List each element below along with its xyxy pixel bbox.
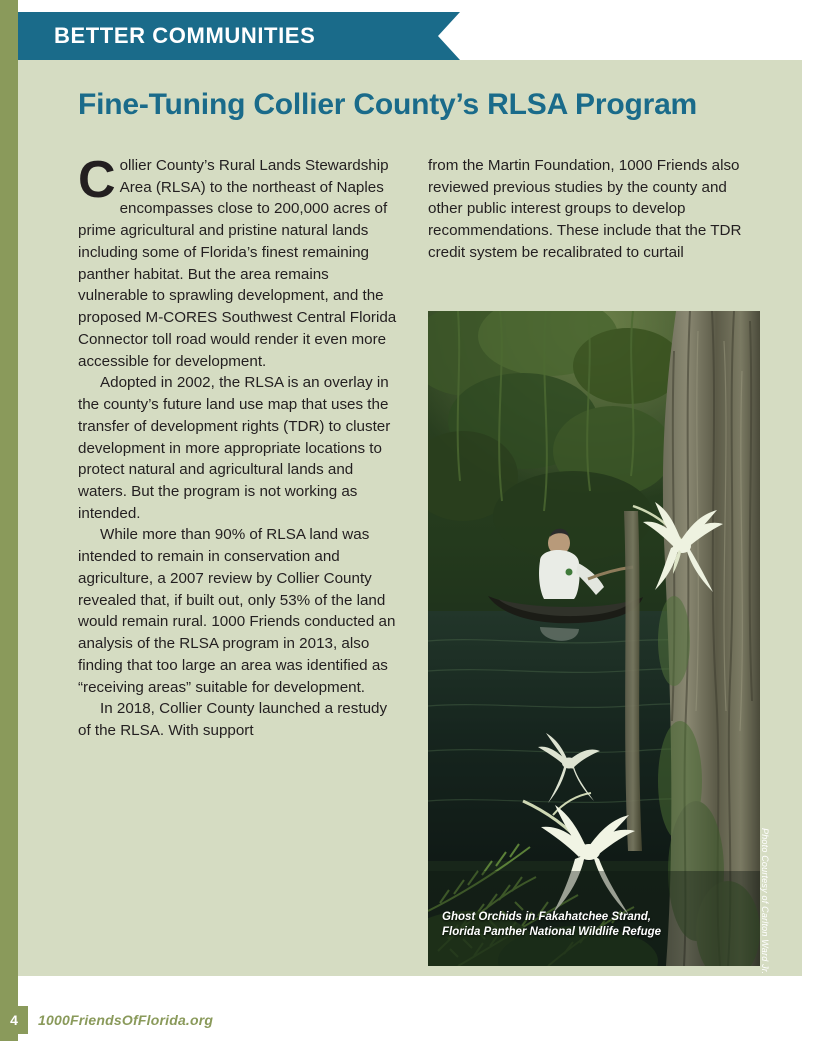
photo-caption-line-1: Ghost Orchids in Fakahatchee Strand, [442,911,651,924]
banner-notch-shape [438,12,460,60]
paragraph-2: Adopted in 2002, the RLSA is an overlay in the county’s future land use map that uses the transfer of development rights (TDR) to cluster development in more appropriate locations to protect natural and agricultural lands and waters. But the program is not working as intended. [78,374,391,522]
photo-caption [442,910,692,940]
article-left-column [78,151,403,742]
photo-credit: Photo Courtesy of Carlton Ward Jr. [760,828,770,975]
paragraph-4: In 2018, Collier County launched a restudy of the RLSA. With support [78,700,388,740]
page-number: 4 [10,1012,18,1028]
paragraph-1-text: ollier County’s Rural Lands Stewardship Area (RLSA) to the northeast of Naples encompasses close to 200,000 acres of prime agricultural and pristine natural lands including some of Florida’s finest remaining panther habitat. But the area remains vulnerable to sprawling development, and the proposed M-CORES Southwest Central Florida Connector toll road would render it even more accessible for development. [78,157,397,370]
paragraph-1 [78,151,403,372]
page-number-box [0,1006,28,1034]
footer-site-url: 1000FriendsOfFlorida.org [38,1012,214,1028]
photo-caption-line-2: Florida Panther National Wildlife Refuge [442,926,662,939]
section-banner [18,12,438,60]
left-edge-bar [0,0,18,1041]
drop-cap: C [78,151,116,209]
ghost-orchid-photo-illustration [428,311,760,966]
paragraph-5: from the Martin Foundation, 1000 Friends also reviewed previous studies by the county and other public interest groups to develop recommendations. These include that the TDR credit system be recalibrated to curtail [428,157,742,261]
article-photo [428,311,760,966]
article-right-column [428,155,750,264]
article-headline: Fine-Tuning Collier County’s RLSA Program [78,88,698,121]
paragraph-3: While more than 90% of RLSA land was intended to remain in conservation and agriculture, a 2007 review by Collier County revealed that, if built out, only 53% of the land would remain rural. 1000 Friends conducted an analysis of the RLSA program in 2013, also finding that too large an area was identified as “receiving areas” suitable for development. [78,526,396,696]
section-banner-label: BETTER COMMUNITIES [54,23,316,48]
